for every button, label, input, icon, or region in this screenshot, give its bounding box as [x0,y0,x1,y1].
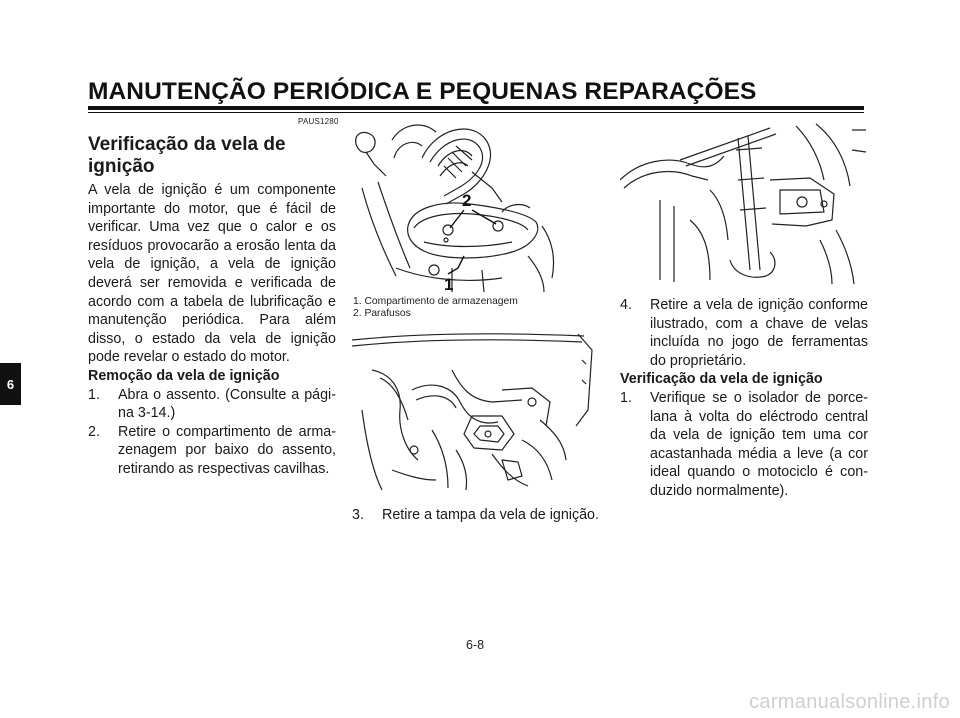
storage-compartment-illustration [352,118,602,294]
watermark: carmanualsonline.info [749,691,950,713]
spark-plug-removal-illustration [620,120,868,286]
removal-step [88,423,336,479]
middle-column [352,506,602,525]
caption-line: 1. Compartimento de armazenagem [353,296,518,307]
step-text: Retire a vela de ignição conforme ilustrado, com a chave de velas incluída no jogo de ferramentas do proprietário. [650,297,868,369]
step-text: Retire a tampa da vela de ignição. [382,507,599,523]
inspection-step [620,389,868,501]
left-column [88,134,336,479]
step-number: 3. [352,507,364,523]
step-number: 2. [88,423,100,440]
step-text: Verifique se o isolador de porce-lana à volta do eléctrodo central da vela de ignição tem uma cor acastanhada média a leve (a cor ideal quando o motociclo é con-duzido normalmente). [650,389,868,499]
inspection-heading: Verificação da vela de ignição [620,371,823,388]
section-title: Verificação da vela de ignição [88,134,286,177]
callout-1: 1 [444,275,454,294]
page-header-title: MANUTENÇÃO PERIÓDICA E PEQUENAS REPARAÇÕES [88,78,757,105]
chapter-tab[interactable]: 6 [0,363,21,405]
header-rule-thick [88,106,864,110]
step-text: Abra o assento. (Consulte a pági-na 3-14.) [118,386,336,422]
reference-code: PAUS1280 [298,117,339,126]
removal-step [620,296,868,370]
right-column [620,296,868,501]
page-number: 6-8 [466,638,485,652]
step-number: 1. [88,386,100,403]
spark-plug-cap-illustration [352,330,602,492]
callout-2: 2 [462,191,472,210]
removal-step [352,506,602,525]
caption-line: 2. Parafusos [353,307,411,319]
removal-heading: Remoção da vela de ignição [88,367,280,384]
step-number: 4. [620,297,632,313]
removal-step [88,386,336,423]
figure-1-caption [353,296,518,319]
intro-paragraph: A vela de ignição é um componente importante do motor, que é fácil de verificar. Uma vez que o calor e os resíduos provocarão a erosão lenta da vela de ignição, a vela de ignição deverá ser removida e verificada de acordo com a tabela de lubrificação e manutenção periódica. Para além disso, o estado da vela de ignição pode revelar o estado do motor. [88,182,336,366]
step-number: 1. [620,389,632,406]
step-text: Retire o compartimento de arma-zenagem por baixo do assento, retirando as respectivas cavilhas. [118,423,336,477]
header-rule-thin [88,112,864,113]
